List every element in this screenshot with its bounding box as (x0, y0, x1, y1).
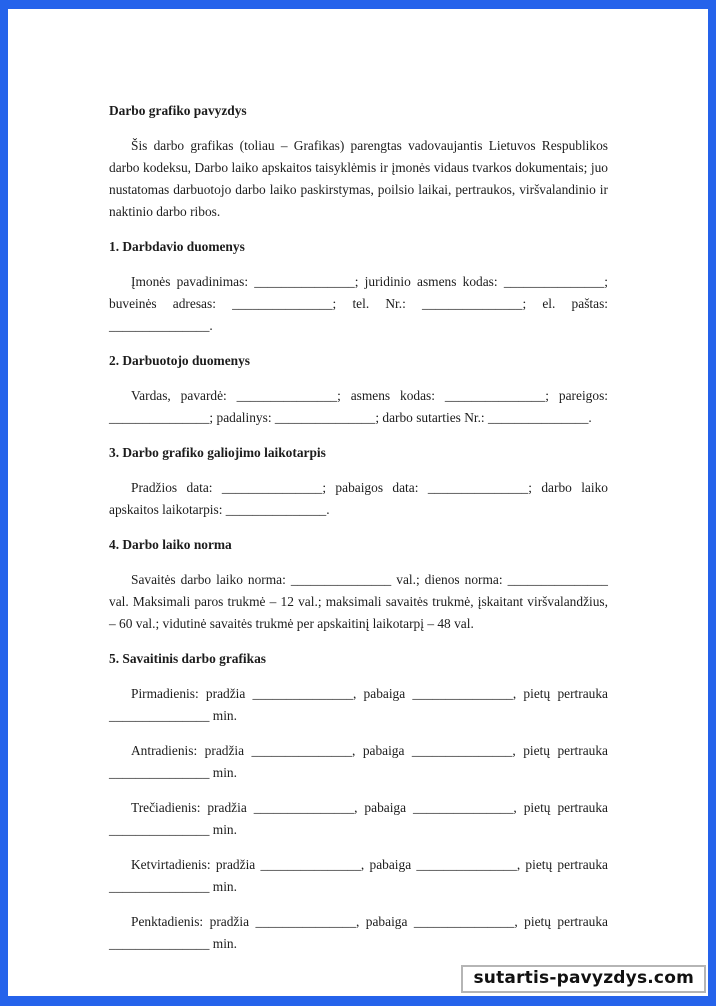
section-3-heading: 3. Darbo grafiko galiojimo laikotarpis (109, 445, 326, 460)
section-3-paragraph: Pradžios data: _______________; pabaigos data: _______________; darbo laiko apskaitos laikotarpis: _______________. (109, 480, 608, 517)
schedule-day-tuesday: Antradienis: pradžia _______________, pabaiga _______________, pietų pertrauka _______________ min. (109, 743, 608, 780)
schedule-day-monday: Pirmadienis: pradžia _______________, pabaiga _______________, pietų pertrauka _______________ min. (109, 686, 608, 723)
document-title: Darbo grafiko pavyzdys (109, 103, 247, 118)
watermark-site-label[interactable]: sutartis-pavyzdys.com (461, 965, 706, 993)
schedule-day-wednesday: Trečiadienis: pradžia _______________, pabaiga _______________, pietų pertrauka _______________ min. (109, 800, 608, 837)
section-2-paragraph: Vardas, pavardė: _______________; asmens kodas: _______________; pareigos: _______________; padalinys: _______________; darbo sutarties Nr.: _______________. (109, 388, 608, 425)
document-body (109, 100, 608, 968)
section-5-heading: 5. Savaitinis darbo grafikas (109, 651, 266, 666)
section-4-paragraph: Savaitės darbo laiko norma: _______________ val.; dienos norma: _______________ val. Maksimali paros trukmė – 12 val.; maksimali savaitės trukmė, įskaitant viršvalandžius, – 60 val.; vidutinė savaitės trukmė per apskaitinį laikotarpį – 48 val. (109, 572, 608, 631)
section-1-paragraph: Įmonės pavadinimas: _______________; juridinio asmens kodas: _______________; buveinės adresas: _______________; tel. Nr.: _______________; el. paštas: _______________. (109, 274, 608, 333)
section-2-heading: 2. Darbuotojo duomenys (109, 353, 250, 368)
intro-paragraph: Šis darbo grafikas (toliau – Grafikas) parengtas vadovaujantis Lietuvos Respublikos darbo kodeksu, Darbo laiko apskaitos taisyklėmis ir įmonės vidaus tvarkos dokumentais; juo nustatomas darbuotojo darbo laiko paskirstymas, poilsio laikai, pertraukos, viršvalandinio ir naktinio darbo ribos. (109, 138, 608, 219)
schedule-day-thursday: Ketvirtadienis: pradžia _______________, pabaiga _______________, pietų pertrauka _______________ min. (109, 857, 608, 894)
section-1-heading: 1. Darbdavio duomenys (109, 239, 245, 254)
section-4-heading: 4. Darbo laiko norma (109, 537, 232, 552)
schedule-day-friday: Penktadienis: pradžia _______________, pabaiga _______________, pietų pertrauka _______________ min. (109, 914, 608, 951)
